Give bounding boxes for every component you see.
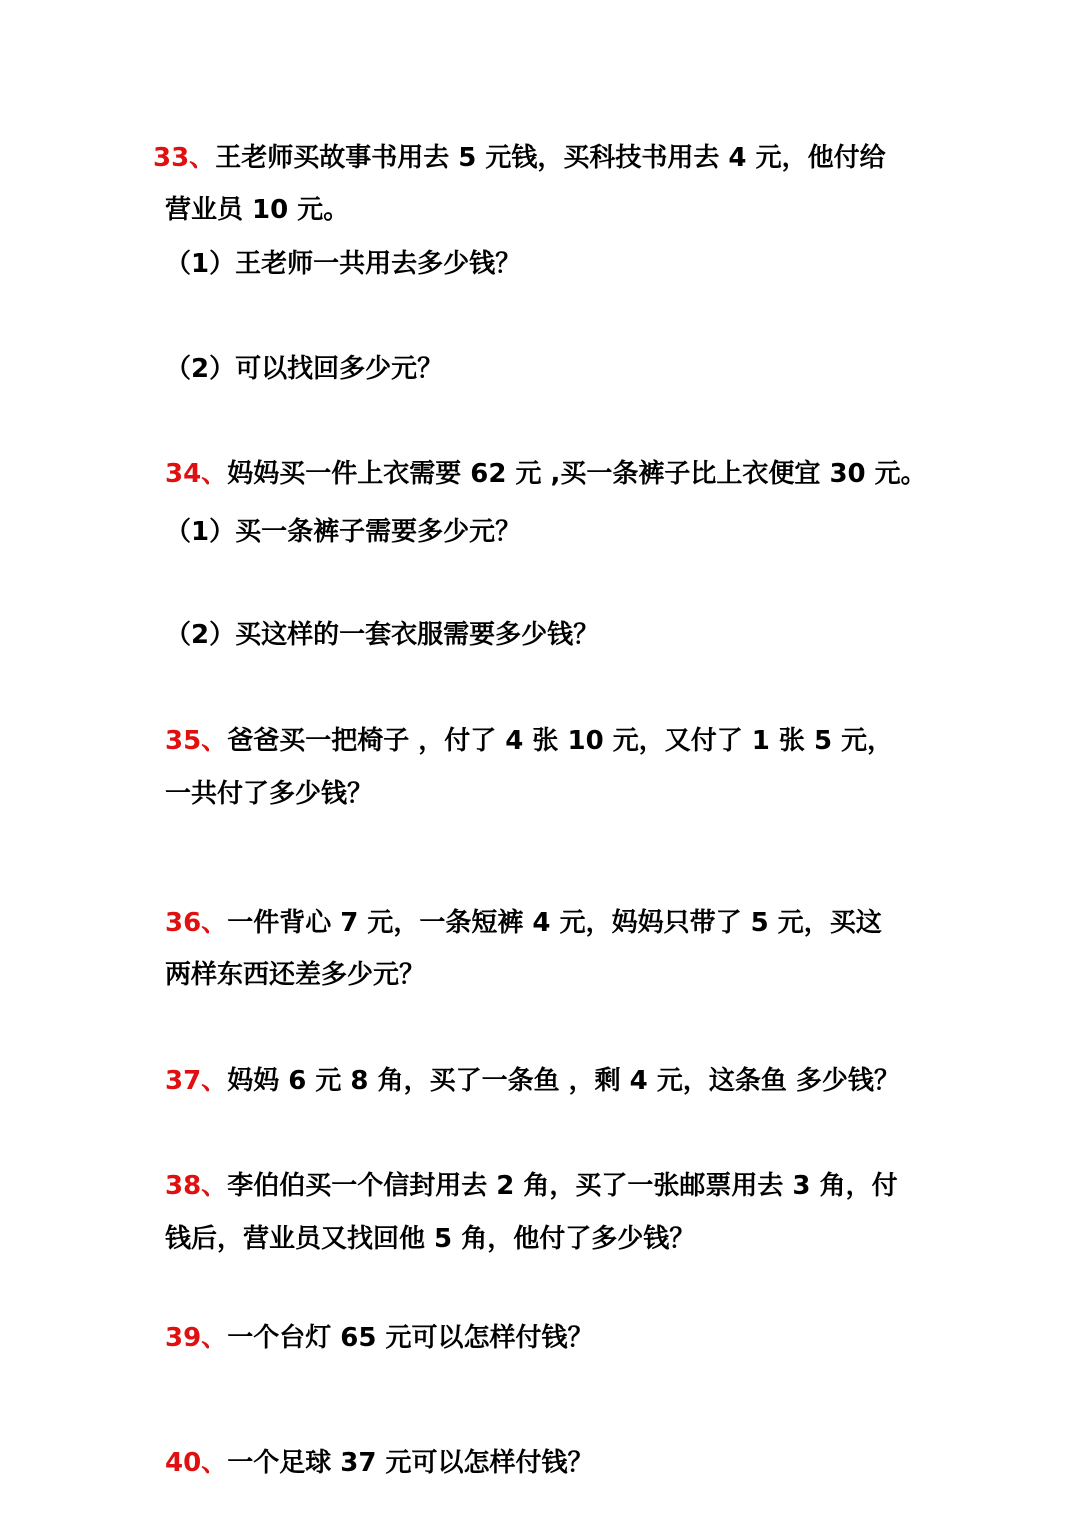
problem-33-sub-1: （1）王老师一共用去多少钱？	[165, 249, 522, 279]
problem-number: 38、	[165, 1171, 228, 1201]
problem-33-line-1	[153, 138, 886, 178]
problem-number: 34、	[165, 459, 228, 489]
problem-36-line-1	[165, 903, 882, 943]
problem-37-line-1	[165, 1061, 900, 1101]
problem-text: 一个足球 37 元可以怎样付钱？	[227, 1448, 594, 1478]
problem-34-sub-1: （1）买一条裤子需要多少元？	[165, 517, 522, 547]
problem-number: 35、	[165, 726, 228, 756]
problem-38-line-2: 钱后，营业员又找回他 5 角，他付了多少钱？	[165, 1224, 696, 1254]
problem-text: 妈妈买一件上衣需要 62 元 ,买一条裤子比上衣便宜 30 元。	[227, 459, 927, 489]
problem-number: 36、	[165, 908, 228, 938]
problem-33-line-2: 营业员 10 元。	[165, 195, 350, 225]
problem-number: 40、	[165, 1448, 228, 1478]
problem-36-line-2: 两样东西还差多少元？	[165, 960, 426, 990]
problem-39-line-1	[165, 1318, 593, 1358]
problem-35-line-1	[165, 721, 893, 761]
problem-40-line-1	[165, 1443, 593, 1483]
problem-35-line-2: 一共付了多少钱？	[165, 779, 374, 809]
problem-text: 妈妈 6 元 8 角，买了一条鱼 ，剩 4 元，这条鱼 多少钱？	[227, 1066, 900, 1096]
problem-34-sub-2: （2）买这样的一套衣服需要多少钱？	[165, 620, 600, 650]
problem-33-sub-2: （2）可以找回多少元？	[165, 354, 444, 384]
problem-text: 李伯伯买一个信封用去 2 角，买了一张邮票用去 3 角，付	[227, 1171, 898, 1201]
problem-38-line-1	[165, 1166, 898, 1206]
problem-text: 王老师买故事书用去 5 元钱，买科技书用去 4 元，他付给	[215, 143, 886, 173]
problem-text: 爸爸买一把椅子 ，付了 4 张 10 元，又付了 1 张 5 元，	[227, 726, 894, 756]
problem-34-line-1	[165, 454, 927, 494]
problem-number: 33、	[153, 143, 216, 173]
problem-text: 一个台灯 65 元可以怎样付钱？	[227, 1323, 594, 1353]
problem-number: 37、	[165, 1066, 228, 1096]
problem-number: 39、	[165, 1323, 228, 1353]
problem-text: 一件背心 7 元，一条短裤 4 元，妈妈只带了 5 元，买这	[227, 908, 882, 938]
